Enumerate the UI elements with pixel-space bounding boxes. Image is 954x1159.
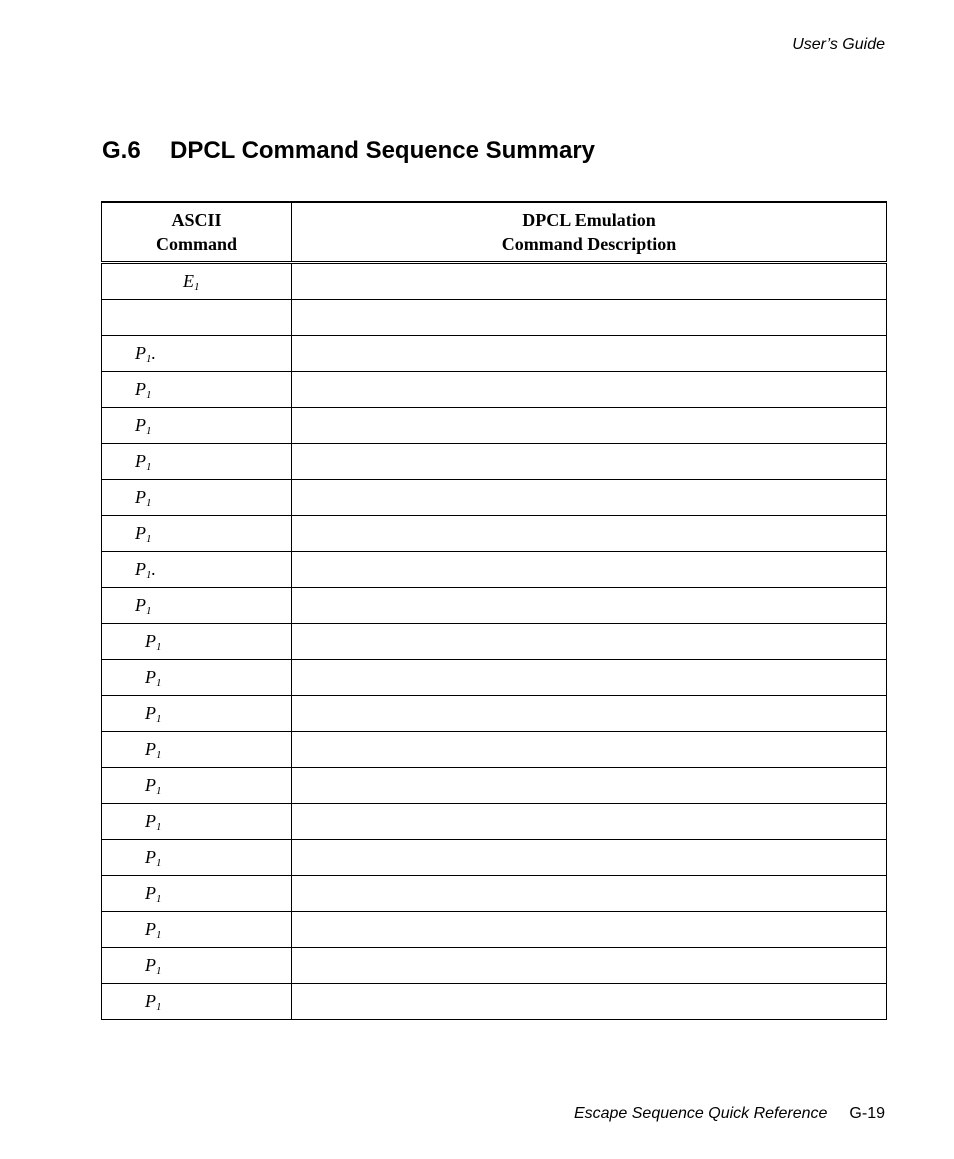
command-description-cell [292,516,887,552]
command-code [102,307,135,327]
command-letter: P [145,883,156,903]
ascii-command-header [102,202,292,263]
command-description-cell [292,876,887,912]
command-description-cell [292,840,887,876]
command-letter: P [145,667,156,687]
ascii-command-cell [102,984,292,1020]
command-subscript: 1 [146,461,152,473]
ascii-command-cell [102,804,292,840]
ascii-command-cell [102,624,292,660]
command-letter: P [135,595,146,615]
command-subscript: 1 [156,965,162,977]
command-description-cell [292,444,887,480]
command-code [102,595,152,615]
command-letter: P [145,955,156,975]
command-code [102,775,162,795]
command-subscript: 1 [156,857,162,869]
command-subscript: 1 [156,641,162,653]
command-subscript: 1 [146,425,152,437]
command-code [102,523,152,543]
command-code [102,415,152,435]
command-code [102,379,152,399]
command-description-cell [292,732,887,768]
ascii-command-cell [102,480,292,516]
command-subscript: 1 [156,1001,162,1013]
command-letter: P [145,847,156,867]
command-subscript: 1 [194,281,200,293]
table-row [102,660,887,696]
command-letter: P [135,343,146,363]
command-description-cell [292,336,887,372]
command-code [102,919,162,939]
command-code [102,739,162,759]
table-row [102,516,887,552]
section-title: DPCL Command Sequence Summary [170,137,596,164]
table-row [102,444,887,480]
table-row [102,552,887,588]
table-row [102,768,887,804]
command-subscript: 1 [146,497,152,509]
command-description-cell [292,263,887,300]
command-description-cell [292,984,887,1020]
table-row [102,372,887,408]
command-code [102,703,162,723]
command-letter: E [183,271,194,291]
command-letter: P [145,775,156,795]
command-letter: P [145,703,156,723]
command-description-cell [292,588,887,624]
table-row [102,263,887,300]
description-header-line-1: DPCL Emulation [522,210,656,230]
command-subscript: 1 [146,569,152,581]
command-code [102,667,162,687]
command-description-cell [292,372,887,408]
command-suffix: . [151,343,156,363]
command-letter: P [135,559,146,579]
ascii-command-cell [102,336,292,372]
command-subscript: 1 [156,749,162,761]
running-footer [574,1104,885,1124]
command-description-cell [292,480,887,516]
command-subscript: 1 [156,713,162,725]
command-subscript: 1 [156,893,162,905]
command-letter: P [135,523,146,543]
ascii-command-cell [102,300,292,336]
command-code [102,271,200,291]
table-row [102,336,887,372]
command-description-cell [292,768,887,804]
ascii-command-cell [102,876,292,912]
command-subscript: 1 [156,785,162,797]
ascii-command-cell [102,408,292,444]
table-row [102,588,887,624]
command-letter: P [135,451,146,471]
command-letter: P [145,739,156,759]
table-row [102,840,887,876]
command-letter: P [135,379,146,399]
table-row [102,480,887,516]
ascii-header-line-1: ASCII [171,210,222,230]
ascii-command-cell [102,912,292,948]
table-header-row [102,202,887,263]
command-code [102,955,162,975]
command-code [102,991,162,1011]
table-body [102,263,887,1020]
footer-chapter-title: Escape Sequence Quick Reference [573,1105,828,1122]
command-subscript: 1 [146,353,152,365]
command-subscript: 1 [156,929,162,941]
command-suffix: . [151,559,156,579]
ascii-command-cell [102,444,292,480]
table-row [102,408,887,444]
command-subscript: 1 [146,533,152,545]
table-row [102,732,887,768]
command-letter: P [145,919,156,939]
command-subscript: 1 [146,605,152,617]
command-description-cell [292,300,887,336]
ascii-command-cell [102,768,292,804]
running-header: User’s Guide [792,36,885,53]
description-header [292,202,887,263]
command-subscript: 1 [156,677,162,689]
command-code [102,631,162,651]
command-subscript: 1 [156,821,162,833]
ascii-command-cell [102,840,292,876]
ascii-command-cell [102,263,292,300]
command-code [102,451,152,471]
ascii-command-cell [102,948,292,984]
table-row [102,876,887,912]
ascii-command-cell [102,732,292,768]
command-code [102,811,162,831]
command-description-cell [292,912,887,948]
command-code [102,847,162,867]
table-row [102,804,887,840]
ascii-command-cell [102,696,292,732]
command-description-cell [292,696,887,732]
table-row [102,300,887,336]
table-row [102,912,887,948]
table-row [102,696,887,732]
table-row [102,984,887,1020]
table-row [102,624,887,660]
command-description-cell [292,804,887,840]
command-letter: P [145,811,156,831]
command-letter: P [145,991,156,1011]
command-description-cell [292,552,887,588]
command-letter: P [135,415,146,435]
command-code [102,559,156,579]
section-heading [102,136,595,166]
ascii-command-cell [102,552,292,588]
command-description-cell [292,660,887,696]
command-code [102,487,152,507]
command-description-cell [292,624,887,660]
command-letter: P [145,631,156,651]
command-code [102,343,156,363]
ascii-command-cell [102,660,292,696]
command-code [102,883,162,903]
command-letter: P [135,487,146,507]
command-summary-table [101,201,887,1020]
command-description-cell [292,408,887,444]
page-number: G-19 [849,1105,885,1122]
ascii-header-line-2: Command [155,234,237,254]
command-description-cell [292,948,887,984]
section-number: G.6 [102,137,141,164]
ascii-command-cell [102,372,292,408]
ascii-command-cell [102,588,292,624]
table-row [102,948,887,984]
description-header-line-2: Command Description [501,234,677,254]
command-subscript: 1 [146,389,152,401]
ascii-command-cell [102,516,292,552]
